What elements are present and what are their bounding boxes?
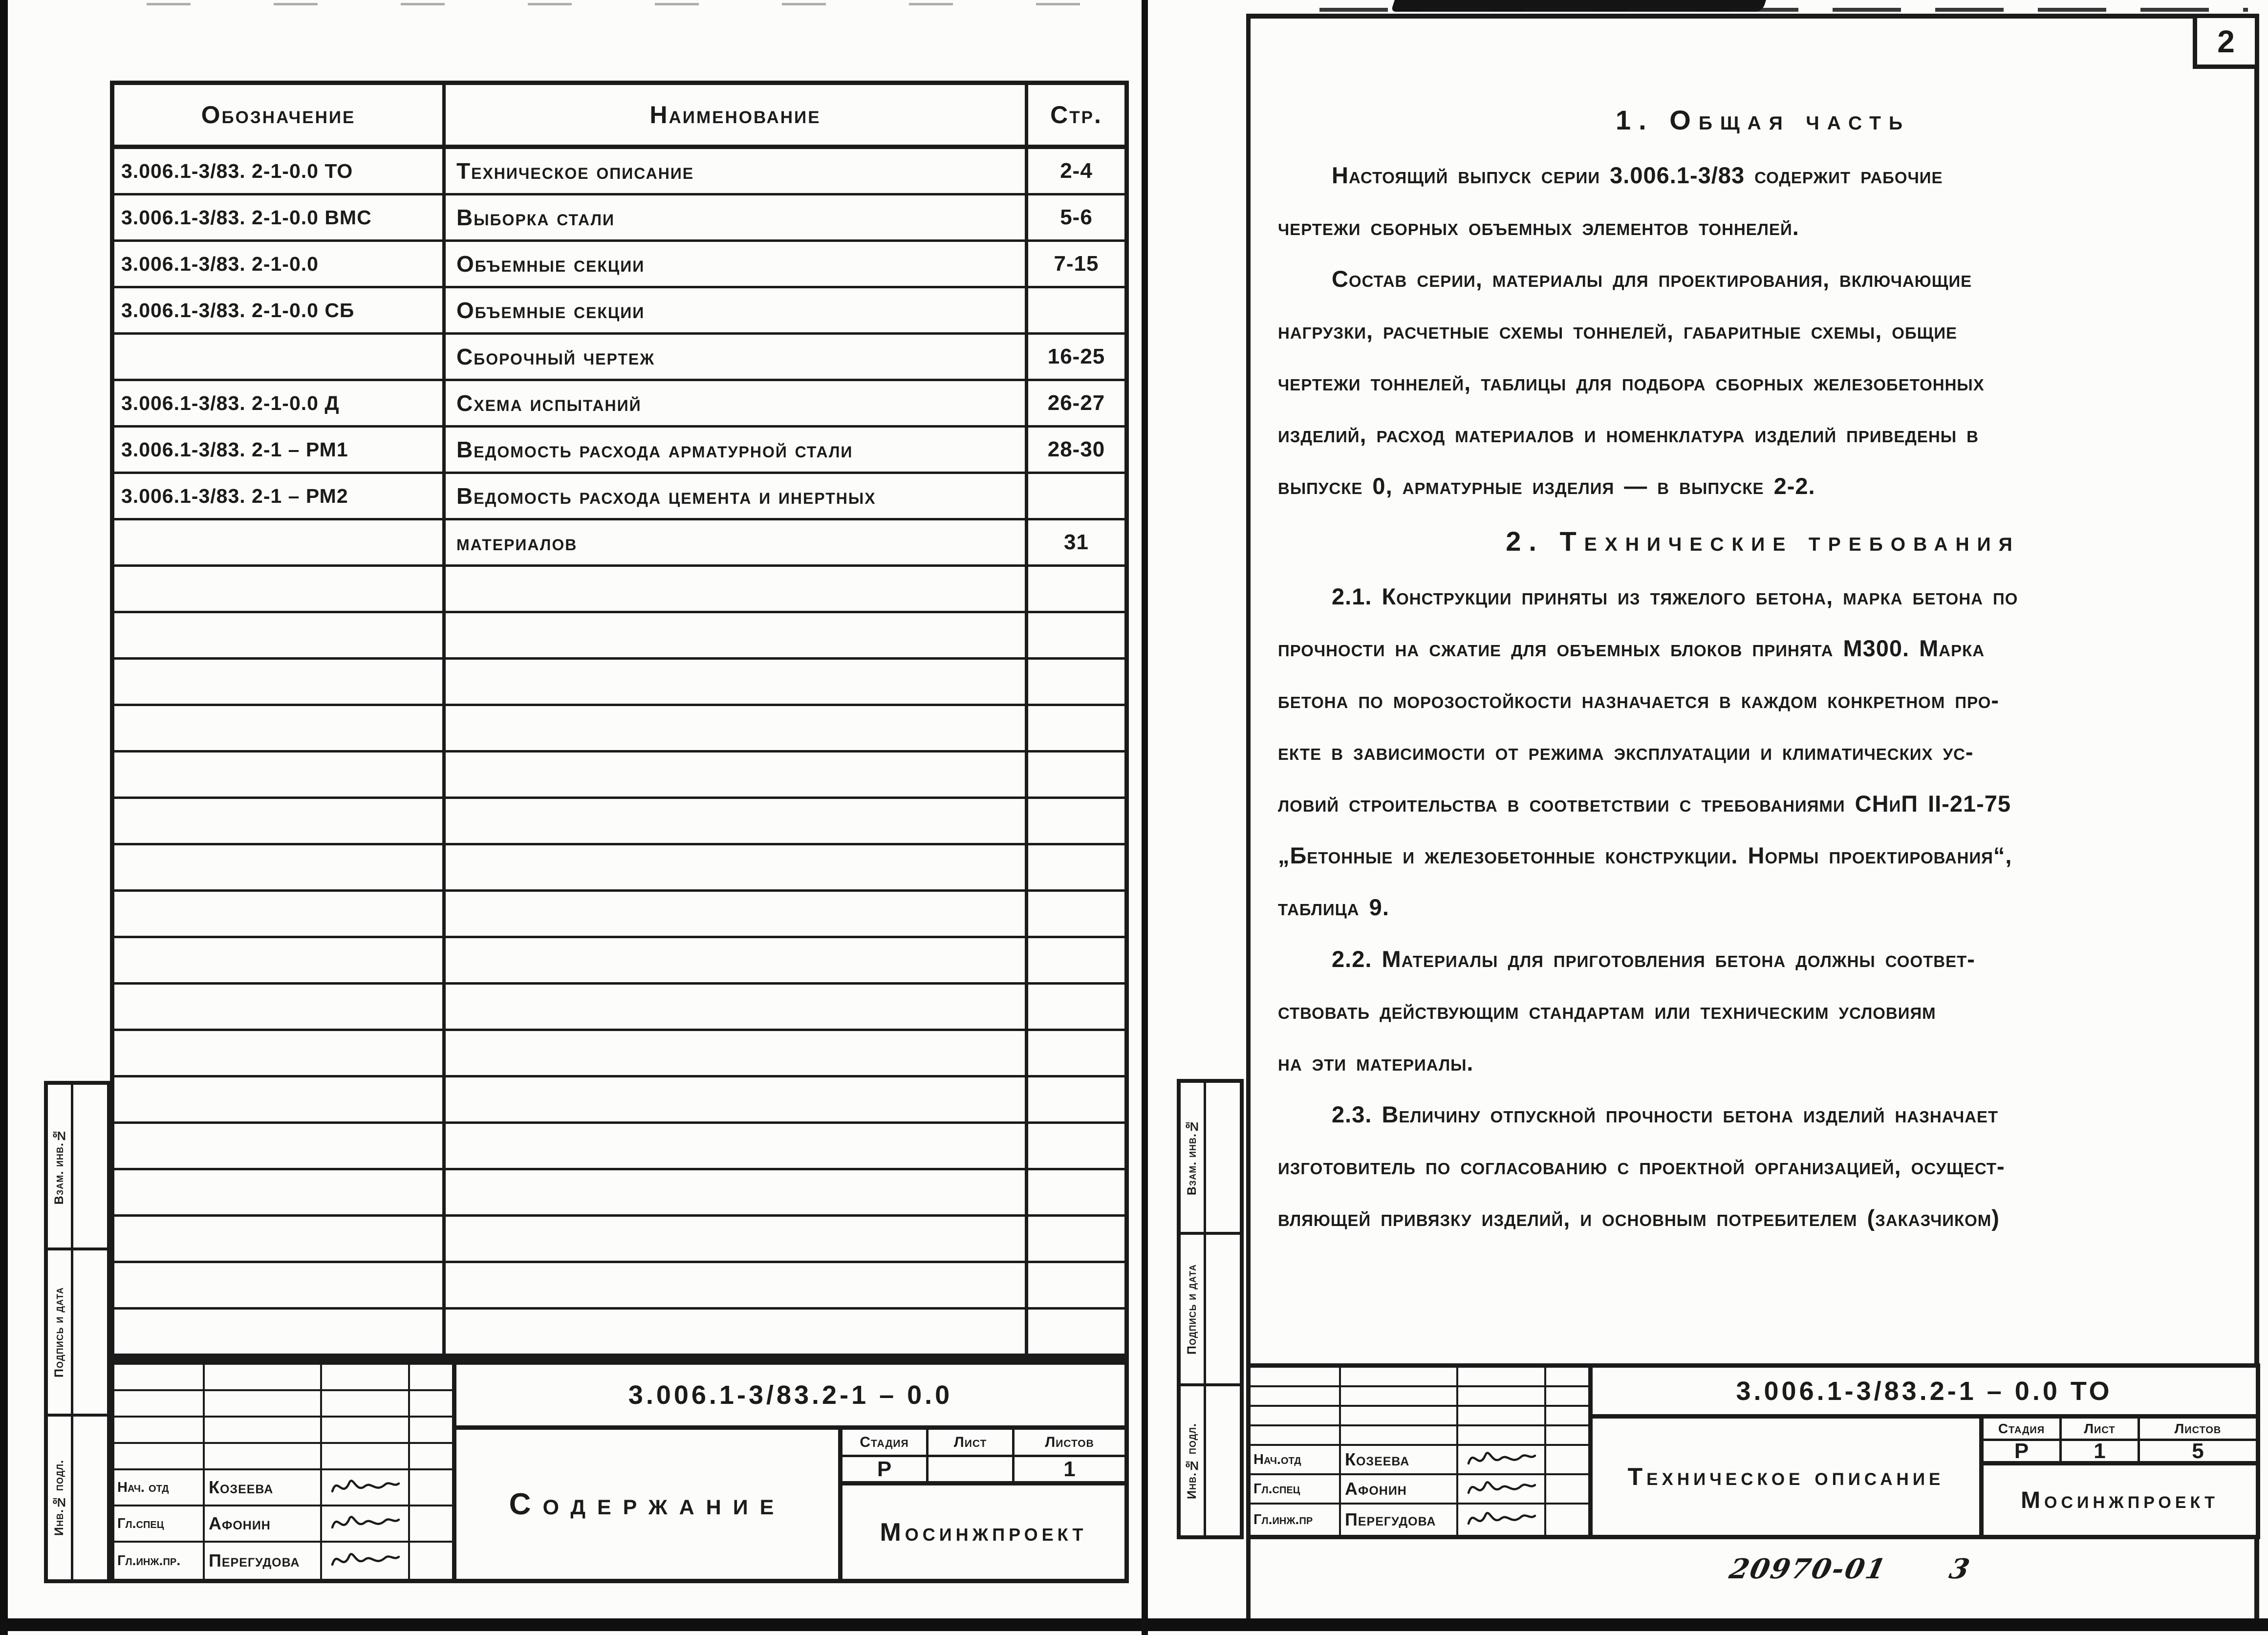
table-row (114, 474, 1124, 520)
table-row (114, 195, 1124, 242)
signature-grid-empty-row (114, 1391, 452, 1418)
stamp-label-text: Инв.№ подл. (52, 1460, 66, 1536)
organization-name: Мосинжпроект (2021, 1487, 2219, 1513)
signature-grid-empty-row (114, 1365, 452, 1391)
section-heading: 1. Общая часть (1616, 104, 1910, 135)
stamp-label-text: Взам. инв.№ (1185, 1119, 1199, 1196)
cell-signature (322, 1391, 410, 1416)
cell-name (446, 753, 1028, 796)
cell-name (446, 845, 1028, 889)
cell-date (1546, 1505, 1588, 1535)
signature-icon (1465, 1474, 1538, 1504)
table-row (114, 985, 1124, 1031)
stamp-label-text: Инв.№ подл. (1185, 1422, 1199, 1499)
cell-date (410, 1444, 452, 1468)
text-line: прочности на сжатие для объемных блоков принята М300. Марка (1278, 635, 1985, 661)
text-body (1278, 90, 2248, 1244)
sheet-title: Техническое описание (1593, 1419, 1984, 1535)
text-line: 2.3. Величину отпускной прочности бетона изделий назначает (1332, 1101, 1999, 1127)
signature-row (1251, 1475, 1588, 1505)
stamp-column (44, 1081, 111, 1583)
cell-name (446, 613, 1028, 657)
page-frame-top (1246, 14, 2259, 19)
cell-designation (114, 985, 446, 1029)
table-row (114, 242, 1124, 288)
text-line: ловий строительства в соответствии с требованиями СНиП II-21-75 (1278, 790, 2011, 817)
cell-pages: 5-6 (1060, 205, 1093, 229)
sheet-label: Лист (2062, 1419, 2140, 1439)
sheets-value: 1 (1063, 1457, 1076, 1481)
stamp-empty-cell (1206, 1083, 1240, 1232)
cell-role: Нач.отд (1251, 1446, 1341, 1473)
cell-role (1251, 1407, 1341, 1424)
stage-value: Р (842, 1457, 929, 1481)
cell-date (1546, 1407, 1588, 1424)
cell-role: Гл.спец (1251, 1475, 1341, 1503)
table-row (114, 288, 1124, 335)
cell-name (446, 706, 1028, 750)
stamp-cell (48, 1085, 107, 1250)
title-block-left (110, 1360, 1129, 1583)
doc-number: 3.006.1-3/83.2-1 – 0.0 ТО (1593, 1368, 2256, 1419)
cell-date (410, 1470, 452, 1505)
text-line: 2.2. Материалы для приготовления бетона должны соответ- (1332, 946, 1975, 972)
cell-name: Ведомость расхода арматурной стали (446, 428, 1028, 472)
cell-name: материалов (446, 520, 1028, 564)
text-line: Настоящий выпуск серии 3.006.1-3/83 содержит рабочие (1332, 162, 1943, 188)
doc-number: 3.006.1-3/83.2-1 – 0.0 (456, 1365, 1124, 1430)
stamp-label (1181, 1083, 1206, 1232)
cell-designation (114, 938, 446, 982)
stamp-cell (1181, 1235, 1240, 1387)
cell-pages: 2-4 (1060, 159, 1093, 183)
text-line: Состав серии, материалы для проектирования, включающие (1332, 265, 1972, 292)
stamp-column (1177, 1079, 1244, 1539)
table-row (114, 1263, 1124, 1310)
cell-name (446, 938, 1028, 982)
stamp-empty-cell (1206, 1235, 1240, 1384)
table-row (114, 1217, 1124, 1263)
table-row (114, 149, 1124, 195)
contents-table-header (114, 85, 1124, 149)
cell-name (1341, 1407, 1458, 1424)
sheets-label: Листов (2174, 1420, 2222, 1436)
cell-pages (1028, 1124, 1124, 1168)
cell-signature (1458, 1505, 1546, 1535)
text-line: изготовитель по согласованию с проектной организацией, осущест- (1278, 1153, 2005, 1179)
contents-table-rows (114, 149, 1124, 1356)
handwritten-sheet-number: 3 (1946, 1553, 1974, 1585)
sheets-label: Листов (1045, 1434, 1094, 1450)
cell-designation (114, 520, 446, 564)
column-header-name: Наименование (446, 85, 1028, 145)
cell-designation (114, 1217, 446, 1261)
signature-grid-empty-row (114, 1418, 452, 1444)
stamp-cell (48, 1417, 107, 1579)
cell-name: Афонин (205, 1506, 322, 1541)
cell-name: Перегудова (205, 1543, 322, 1579)
cell-pages (1028, 1310, 1124, 1354)
cell-designation: 3.006.1-3/83. 2-1-0.0 Д (114, 381, 446, 425)
table-row (114, 613, 1124, 660)
cell-name (446, 567, 1028, 611)
column-header-pages: Стр. (1050, 101, 1102, 129)
cell-designation (114, 335, 446, 379)
cell-role (1251, 1387, 1341, 1405)
stamp-label-text: Взам. инв.№ (52, 1128, 66, 1205)
cell-date (1546, 1387, 1588, 1405)
signature-grid (1251, 1368, 1593, 1535)
cell-designation: 3.006.1-3/83. 2-1-0.0 СБ (114, 288, 446, 332)
stamp-cell (48, 1250, 107, 1416)
cell-name: Перегудова (1341, 1505, 1458, 1535)
cell-pages (1028, 799, 1124, 843)
cell-name (205, 1365, 322, 1389)
cell-name: Афонин (1341, 1475, 1458, 1503)
cell-name (446, 1263, 1028, 1307)
cell-designation: 3.006.1-3/83. 2-1-0.0 ВМС (114, 195, 446, 239)
cell-designation: 3.006.1-3/83. 2-1 – РМ1 (114, 428, 446, 472)
cell-name (1341, 1426, 1458, 1444)
cell-designation (114, 1124, 446, 1168)
cell-designation (114, 660, 446, 704)
contents-table (110, 81, 1129, 1360)
table-row (114, 335, 1124, 381)
cell-name (205, 1391, 322, 1416)
cell-pages (1028, 938, 1124, 982)
cell-signature (322, 1506, 410, 1541)
text-line: вляющей привязку изделий, и основным потребителем (заказчиком) (1278, 1205, 2000, 1231)
page-number-box (2193, 14, 2259, 69)
cell-signature (322, 1470, 410, 1505)
signature-row (114, 1470, 452, 1506)
table-row (114, 799, 1124, 845)
stamp-empty-cell (73, 1417, 107, 1579)
text-line: ствовать действующим стандартам или техническим условиям (1278, 997, 1936, 1024)
scan-edge-bottom (0, 1618, 2268, 1631)
table-row (114, 428, 1124, 474)
cell-designation (114, 1310, 446, 1354)
signature-row (1251, 1446, 1588, 1475)
cell-date (410, 1391, 452, 1416)
cell-pages (1028, 1077, 1124, 1121)
stamp-cell (1181, 1083, 1240, 1235)
cell-pages (1028, 892, 1124, 936)
scan-artifact (147, 3, 1124, 5)
handwritten-doc-number: 20970-01 (1726, 1553, 1890, 1585)
table-row (114, 520, 1124, 567)
cell-name (446, 660, 1028, 704)
cell-name: Козеева (1341, 1446, 1458, 1473)
cell-name: Сборочный чертеж (446, 335, 1028, 379)
scan-edge-left (0, 0, 8, 1635)
stamp-label (48, 1085, 73, 1248)
text-line: на эти материалы. (1278, 1049, 1474, 1076)
signature-grid (114, 1365, 456, 1579)
stamp-cell (1181, 1386, 1240, 1535)
sheets-value: 5 (2192, 1439, 2204, 1463)
cell-pages: 16-25 (1047, 344, 1105, 368)
column-header-designation: Обозначение (114, 85, 446, 145)
signature-icon (1465, 1445, 1538, 1474)
cell-designation (114, 613, 446, 657)
table-row (114, 706, 1124, 753)
cell-pages (1028, 706, 1124, 750)
cell-name: Козеева (205, 1470, 322, 1505)
table-row (114, 381, 1124, 428)
cell-designation: 3.006.1-3/83. 2-1-0.0 ТО (114, 149, 446, 193)
cell-designation (114, 1031, 446, 1075)
cell-designation (114, 706, 446, 750)
stamp-label (1181, 1235, 1206, 1384)
signature-icon (328, 1546, 402, 1575)
table-row (114, 1031, 1124, 1077)
stamp-empty-cell (1206, 1386, 1240, 1535)
cell-date (1546, 1426, 1588, 1444)
cell-name: Объемные секции (446, 242, 1028, 286)
cell-name (446, 1217, 1028, 1261)
text-line: „Бетонные и железобетонные конструкции. Нормы проектирования“, (1278, 842, 2012, 868)
cell-name: Ведомость расхода цемента и инертных (446, 474, 1028, 518)
cell-designation (114, 845, 446, 889)
page-number: 2 (2217, 23, 2235, 59)
cell-signature (322, 1418, 410, 1442)
cell-name (446, 985, 1028, 1029)
signature-grid-empty-row (1251, 1407, 1588, 1426)
cell-date (1546, 1368, 1588, 1385)
cell-pages: 7-15 (1054, 252, 1099, 276)
table-row (114, 753, 1124, 799)
cell-name (446, 1170, 1028, 1214)
stamp-empty-cell (73, 1085, 107, 1248)
cell-role: Гл.инж.пр. (114, 1543, 205, 1579)
cell-pages (1028, 845, 1124, 889)
cell-name (446, 799, 1028, 843)
table-row (114, 1124, 1124, 1170)
cell-role (1251, 1368, 1341, 1385)
cell-date (1546, 1446, 1588, 1473)
cell-pages (1028, 660, 1124, 704)
cell-date (410, 1543, 452, 1579)
text-line: бетона по морозостойкости назначается в каждом конкретном про- (1278, 687, 2000, 713)
cell-pages (1028, 753, 1124, 796)
cell-pages (1028, 613, 1124, 657)
text-line: таблица 9. (1278, 894, 1389, 920)
cell-role: Гл.спец (114, 1506, 205, 1541)
table-row (114, 845, 1124, 892)
signature-grid-empty-row (1251, 1426, 1588, 1446)
cell-designation: 3.006.1-3/83. 2-1 – РМ2 (114, 474, 446, 518)
cell-signature (322, 1543, 410, 1579)
text-line: екте в зависимости от режима эксплуатации и климатических ус- (1278, 738, 1974, 765)
cell-name (205, 1418, 322, 1442)
cell-pages: 26-27 (1047, 391, 1105, 415)
stage-label: Стадия (1984, 1419, 2062, 1439)
cell-signature (1458, 1407, 1546, 1424)
cell-designation (114, 567, 446, 611)
cell-pages (1028, 288, 1124, 332)
cell-designation (114, 799, 446, 843)
organization-name: Мосинжпроект (880, 1518, 1087, 1547)
text-line: 2.1. Конструкции приняты из тяжелого бетона, марка бетона по (1332, 583, 2018, 609)
signature-row (1251, 1505, 1588, 1535)
cell-name: Выборка стали (446, 195, 1028, 239)
table-row (114, 892, 1124, 938)
cell-name (1341, 1387, 1458, 1405)
table-row (114, 660, 1124, 706)
cell-name (446, 1310, 1028, 1354)
cell-signature (1458, 1368, 1546, 1385)
stage-label: Стадия (842, 1430, 929, 1455)
cell-designation: 3.006.1-3/83. 2-1-0.0 (114, 242, 446, 286)
cell-pages (1028, 985, 1124, 1029)
cell-date (410, 1506, 452, 1541)
cell-date (1546, 1475, 1588, 1503)
cell-name (446, 1031, 1028, 1075)
signature-grid-empty-row (114, 1444, 452, 1470)
sheet-label: Лист (929, 1430, 1015, 1455)
stamp-empty-cell (73, 1250, 107, 1413)
cell-name: Схема испытаний (446, 381, 1028, 425)
table-row (114, 938, 1124, 985)
cell-role: Гл.инж.пр (1251, 1505, 1341, 1535)
cell-pages: 28-30 (1047, 437, 1105, 461)
cell-signature (322, 1365, 410, 1389)
text-line: чертежи сборных объемных элементов тоннелей. (1278, 214, 1799, 240)
cell-designation (114, 1263, 446, 1307)
stage-value: Р (1984, 1441, 2062, 1461)
signature-row (114, 1543, 452, 1579)
cell-name: Техническое описание (446, 149, 1028, 193)
sheet-value (929, 1457, 1015, 1481)
table-row (114, 1170, 1124, 1217)
cell-role (114, 1418, 205, 1442)
cell-date (410, 1418, 452, 1442)
signature-icon (1465, 1505, 1538, 1534)
cell-designation (114, 1170, 446, 1214)
cell-pages (1028, 474, 1124, 518)
stamp-label (1181, 1386, 1206, 1535)
cell-pages (1028, 1217, 1124, 1261)
text-line: изделий, расход материалов и номенклатура изделий приведены в (1278, 421, 1979, 447)
cell-pages (1028, 567, 1124, 611)
cell-name (446, 892, 1028, 936)
cell-signature (1458, 1446, 1546, 1473)
signature-grid-empty-row (1251, 1368, 1588, 1387)
signature-icon (328, 1473, 402, 1502)
cell-designation (114, 753, 446, 796)
scan-artifact (1319, 8, 2248, 12)
cell-date (410, 1365, 452, 1389)
table-row (114, 567, 1124, 613)
stamp-label-text: Подпись и дата (52, 1287, 66, 1377)
cell-role (114, 1444, 205, 1468)
signature-row (114, 1506, 452, 1543)
cell-role (114, 1391, 205, 1416)
title-block-right (1246, 1363, 2260, 1539)
sheet-value: 1 (2062, 1441, 2140, 1461)
cell-pages: 31 (1064, 530, 1089, 554)
cell-name (446, 1077, 1028, 1121)
cell-pages (1028, 1031, 1124, 1075)
stamp-label (48, 1250, 73, 1413)
cell-signature (322, 1444, 410, 1468)
cell-signature (1458, 1475, 1546, 1503)
sheet-title: Содержание (456, 1430, 842, 1579)
cell-role (1251, 1426, 1341, 1444)
table-row (114, 1077, 1124, 1124)
stamp-label-text: Подпись и дата (1185, 1264, 1199, 1355)
cell-name (205, 1444, 322, 1468)
signature-grid-empty-row (1251, 1387, 1588, 1407)
cell-designation (114, 1077, 446, 1121)
cell-role: Нач. отд (114, 1470, 205, 1505)
text-line: чертежи тоннелей, таблицы для подбора сборных железобетонных (1278, 369, 1985, 395)
page-divider (1142, 0, 1148, 1635)
cell-role (114, 1365, 205, 1389)
stamp-label (48, 1417, 73, 1579)
cell-signature (1458, 1387, 1546, 1405)
table-row (114, 1310, 1124, 1356)
cell-designation (114, 892, 446, 936)
cell-pages (1028, 1263, 1124, 1307)
handwritten-note (1727, 1553, 1974, 1585)
cell-name (446, 1124, 1028, 1168)
cell-pages (1028, 1170, 1124, 1214)
cell-name (1341, 1368, 1458, 1385)
text-line: выпуске 0, арматурные изделия — в выпуске 2-2. (1278, 473, 1815, 499)
section-heading: 2. Технические требования (1506, 525, 2020, 557)
cell-signature (1458, 1426, 1546, 1444)
text-line: нагрузки, расчетные схемы тоннелей, габаритные схемы, общие (1278, 317, 1958, 344)
cell-name: Объемные секции (446, 288, 1028, 332)
signature-icon (328, 1509, 402, 1538)
